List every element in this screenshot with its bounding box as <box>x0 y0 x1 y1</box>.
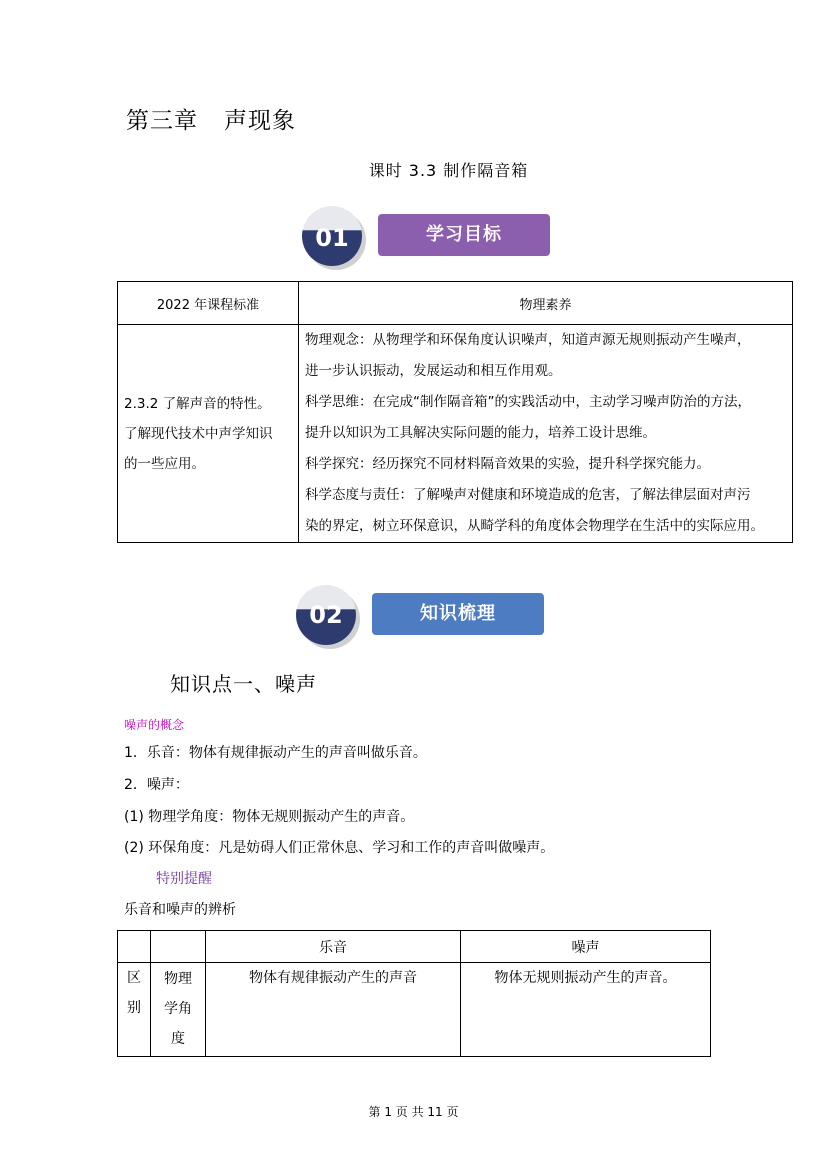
chapter-number: 第三章 <box>126 108 198 134</box>
literacy-cell: 物理观念：从物理学和环保角度认识噪声，知道声源无规则振动产生噪声， 进一步认识振动，发展运动和相互作用观。 科学思维：在完成“制作隔音箱”的实践活动中，主动学习噪声防治的方法， 提升以知识为工具解决实际问题的能力，培养工设计思维。 科学探究：经历探究不同材料隔音效果的实验，提升科学探究能力。 科学态度与责任：了解噪声对健康和环境造成的危害，了解法律层面对声污 染的界定，树立环保意识，从畸学科的角度体会物理学在生活中的实际应用。 <box>299 325 793 543</box>
table-header-music: 乐音 <box>206 931 461 963</box>
special-note-label: 特别提醒 <box>156 871 212 887</box>
table-header-empty <box>151 931 206 963</box>
page-footer: 第 1 页 共 11 页 <box>368 1105 459 1119</box>
music-cell: 物体有规律振动产生的声音 <box>206 963 461 1057</box>
lesson-title: 课时 3.3 制作隔音箱 <box>368 161 529 180</box>
table-header-noise: 噪声 <box>461 931 711 963</box>
section-number: 02 <box>309 601 343 629</box>
definition-line: (1) 物理学角度：物体无规则振动产生的声音。 <box>124 809 415 825</box>
knowledge-point-heading: 知识点一、噪声 <box>170 672 317 696</box>
concept-label: 噪声的概念 <box>124 718 185 732</box>
section-banner-knowledge <box>296 585 554 645</box>
row-label: 物理 学角 度 <box>151 963 206 1057</box>
comparison-table <box>117 930 711 1057</box>
section-banner-objectives <box>302 206 554 266</box>
definition-line: (2) 环保角度：凡是妨碍人们正常休息、学习和工作的声音叫做噪声。 <box>124 840 555 856</box>
chapter-heading <box>126 102 296 135</box>
section-number: 01 <box>315 224 349 252</box>
table-header-empty <box>118 931 151 963</box>
comparison-title: 乐音和噪声的辨析 <box>124 902 236 918</box>
definition-line: 2．噪声： <box>124 777 189 793</box>
row-group-label: 区 别 <box>118 963 151 1057</box>
objectives-table <box>117 281 793 543</box>
section-label: 学习目标 <box>378 214 550 256</box>
noise-cell: 物体无规则振动产生的声音。 <box>461 963 711 1057</box>
section-label: 知识梳理 <box>372 593 544 635</box>
definition-line: 1．乐音：物体有规律振动产生的声音叫做乐音。 <box>124 745 427 761</box>
table-header-literacy: 物理素养 <box>299 282 793 325</box>
table-header-standard: 2022 年课程标准 <box>118 282 299 325</box>
chapter-title: 声现象 <box>224 108 296 134</box>
standard-cell: 2.3.2 了解声音的特性。 了解现代技术中声学知识 的一些应用。 <box>118 325 299 543</box>
